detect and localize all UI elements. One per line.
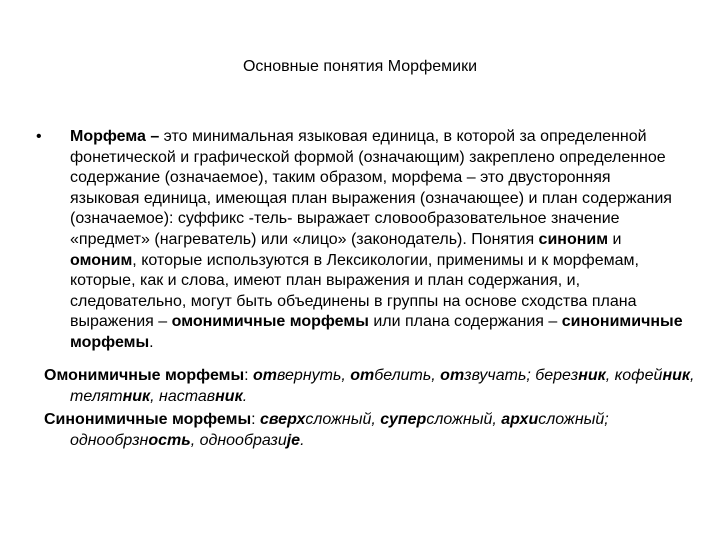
text-run: ник (122, 387, 151, 405)
text-run: , телят (70, 367, 695, 405)
text-run: омонимичные морфемы (171, 313, 369, 331)
text-run: сверх (260, 411, 306, 428)
text-run: белить, (374, 367, 441, 384)
text-run: и (608, 230, 622, 248)
text-run: сложный, (426, 411, 502, 428)
text-run: . (242, 387, 248, 405)
text-run: от (350, 367, 375, 384)
text-run: Омонимичные морфемы (44, 367, 245, 384)
text-run: . (300, 431, 305, 449)
text-run: ник (662, 367, 690, 384)
text-run: звучать; берез (464, 367, 579, 384)
morpheme-definition-paragraph (44, 127, 684, 354)
text-run: или плана содержания – (368, 313, 562, 331)
text-run: архи (501, 411, 539, 428)
text-run: Морфема – (70, 128, 160, 145)
text-run: омоним (70, 251, 133, 269)
text-run: от (440, 367, 465, 384)
text-run: , настав (150, 387, 216, 405)
text-run: . (149, 333, 154, 351)
text-run: , однообрази (190, 431, 287, 449)
text-run: супер (380, 411, 427, 428)
text-run: от (253, 367, 278, 384)
text-run: , кофей (605, 367, 663, 384)
text-run: сложный; однообрзн (70, 411, 609, 449)
text-run: синонимичные морфемы (70, 313, 683, 351)
homonymous-morphemes-paragraph (44, 366, 710, 407)
text-run: ник (578, 367, 606, 384)
bullet-icon: • (36, 128, 42, 145)
text-run: синоним (538, 230, 609, 248)
text-run: , которые используются в Лексикологии, применимы и к морфемам, которые, как и слова, имеют план выражения и план содержания, и, следовательно, могут быть объединены в группы на основе сходства плана выражения – (70, 251, 639, 331)
text-run: вернуть, (277, 367, 351, 384)
text-run: Синонимичные морфемы (44, 411, 252, 428)
text-run: ость (148, 431, 191, 449)
text-run: : (244, 367, 254, 384)
slide-title: Основные понятия Морфемики (242, 58, 478, 75)
text-run: ник (215, 387, 243, 405)
text-run: : (251, 411, 260, 428)
text-run: је (286, 431, 301, 449)
text-run: сложный, (305, 411, 381, 428)
text-run: это минимальная языковая единица, в которой за определенной фонетической и графической формой (означающим) закреплено определенное содержание (означаемое), таким образом, морфема – это двусторонняя языковая единица, имеющая план выражения (означающее) и план содержания (означаемое): суффикс -тель- выражает словообразовательное значение «предмет» (нагреватель) или «лицо» (законодатель). Понятия (70, 128, 672, 248)
synonymous-morphemes-paragraph (44, 410, 710, 451)
